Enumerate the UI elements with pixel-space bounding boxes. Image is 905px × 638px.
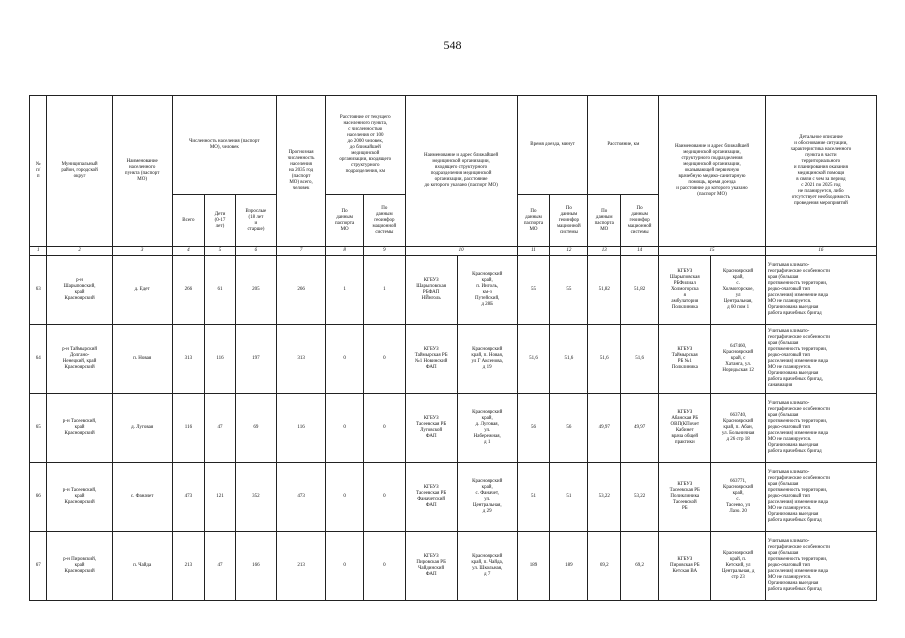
mo-name-cell: КГБУЗ Тасеевская РБ Фаначетский ФАП (405, 463, 457, 532)
description-cell: Учитывая климато- географические особенности края (большая протяженность территории, редко-очаговый тип расселения) изменение вида МО не планируется. Организована выездная работа врачебных бригад, санавиация (765, 325, 876, 394)
distance-passport-cell: 0 (326, 325, 364, 394)
header-km-group: Расстояние, км (588, 96, 659, 195)
distance-passport-cell: 0 (326, 532, 364, 601)
mo-address-cell: Красноярский край, п. Инголь, км-з Путейский, д 28Б (457, 256, 517, 325)
primary-mo-address-cell: 663771, Красноярский край, с. Тасеево, ул Лазо. 20 (711, 463, 765, 532)
header-forecast: Прогнозная численность населения на 2035 год (паспорт МО) всего, человек (277, 96, 326, 247)
district-cell: р-н Шарыповский, край Красноярский (47, 256, 112, 325)
district-cell: р-н Пировский, край Красноярский (47, 532, 112, 601)
distance-passport-cell: 1 (326, 256, 364, 325)
row-number: 67 (30, 532, 47, 601)
description-cell: Учитывая климато- географические особенности края (большая протяженность территории, редко-очаговый тип расселения) изменение вида МО не планируется. Организована выездная работа врачебных бригад (765, 394, 876, 463)
header-mo: Наименование и адрес ближайшей медицинской организации, входящего структурного подразделения медицинской организации, расстояние до которого указано (паспорт МО) (405, 96, 517, 247)
distance-gis-cell: 0 (364, 532, 405, 601)
row-number: 66 (30, 463, 47, 532)
column-number: 9 (364, 247, 405, 256)
settlement-cell: п. Чайда (112, 532, 172, 601)
column-number: 13 (588, 247, 621, 256)
page-number: 548 (443, 38, 462, 52)
km-gis-cell: 53,22 (621, 463, 659, 532)
column-number: 7 (277, 247, 326, 256)
mo-name-cell: КГБУЗ Таймырская РБ №1 Новинский ФАП (405, 325, 457, 394)
population-total-cell: 473 (172, 463, 205, 532)
time-gis-cell: 56 (550, 394, 588, 463)
population-adults-cell: 197 (235, 325, 276, 394)
distance-passport-cell: 0 (326, 394, 364, 463)
header-description: Детальное описание и обоснование ситуации, характеристика населенного пункта в части территориального и планирования оказания медицинской помощи в связи с чем за период с 2021 по 2025 год не планируется, либо отсутствует необходимость проведения мероприятий (765, 96, 876, 247)
primary-mo-address-cell: 663740, Красноярский край, п. Абан, ул. Больничная д 26 стр 18 (711, 394, 765, 463)
mo-address-cell: Красноярский край, с. Фаначет, ул. Центральная, д 29 (457, 463, 517, 532)
header-district: Муниципальный район, городской округ (47, 96, 112, 247)
header-km-gis: По данным геоинфор мационной системы (621, 195, 659, 247)
population-children-cell: 47 (205, 532, 235, 601)
table-row (30, 325, 877, 394)
description-cell: Учитывая климато- географические особенности края (большая протяженность территории, редко-очаговый тип расселения) изменение вида МО не планируется. Организована выездная работа врачебных бригад (765, 256, 876, 325)
column-number: 10 (405, 247, 517, 256)
km-passport-cell: 51,82 (588, 256, 621, 325)
header-children: Дети (0-17 лет) (205, 195, 235, 247)
table-row (30, 256, 877, 325)
header-settlement: Наименование населенного пункта (паспорт МО) (112, 96, 172, 247)
time-gis-cell: 51,6 (550, 325, 588, 394)
time-passport-cell: 56 (517, 394, 550, 463)
population-children-cell: 116 (205, 325, 235, 394)
population-total-cell: 213 (172, 532, 205, 601)
header-dist-passport: По данным паспорта МО (326, 195, 364, 247)
header-time-gis: По данным геоинфор мационной системы (550, 195, 588, 247)
forecast-cell: 213 (277, 532, 326, 601)
primary-mo-name-cell: КГБУЗ Тасеевская РБ Поликлиника Тасеевской РБ (659, 463, 711, 532)
district-cell: р-н Таймырский Долгано- Ненецкий, край Красноярский (47, 325, 112, 394)
population-children-cell: 121 (205, 463, 235, 532)
km-passport-cell: 53,22 (588, 463, 621, 532)
row-number: 63 (30, 256, 47, 325)
table-row (30, 532, 877, 601)
column-number: 8 (326, 247, 364, 256)
column-number: 5 (205, 247, 235, 256)
header-time-group: Время доезда, минут (517, 96, 588, 195)
distance-gis-cell: 0 (364, 325, 405, 394)
header-distance-group: Расстояние от текущего населенного пункта, с численностью населения от 100 до 2000 человек, до ближайшей медицинской организации, входящего структурного подразделения, км (326, 96, 405, 195)
mo-address-cell: Красноярский край, п. Чайда, ул. Школьная, д 7 (457, 532, 517, 601)
population-total-cell: 116 (172, 394, 205, 463)
description-cell: Учитывая климато- географические особенности края (большая протяженность территории, редко-очаговый тип расселения) изменение вида МО не планируется. Организована выездная работа врачебных бригад (765, 463, 876, 532)
distance-passport-cell: 0 (326, 463, 364, 532)
km-passport-cell: 49,97 (588, 394, 621, 463)
settlement-cell: с. Фаначет (112, 463, 172, 532)
population-adults-cell: 69 (235, 394, 276, 463)
km-gis-cell: 69,2 (621, 532, 659, 601)
row-number: 65 (30, 394, 47, 463)
population-adults-cell: 205 (235, 256, 276, 325)
header-adults: Взрослые (18 лет и старше) (235, 195, 276, 247)
forecast-cell: 266 (277, 256, 326, 325)
population-children-cell: 47 (205, 394, 235, 463)
km-gis-cell: 49,97 (621, 394, 659, 463)
table-row (30, 463, 877, 532)
settlement-cell: д. Едет (112, 256, 172, 325)
header-population-group: Численность населения (паспорт МО), человек (172, 96, 276, 195)
time-passport-cell: 51 (517, 463, 550, 532)
settlement-cell: д. Луговая (112, 394, 172, 463)
distance-gis-cell: 1 (364, 256, 405, 325)
header-total: Всего (172, 195, 205, 247)
column-number: 2 (47, 247, 112, 256)
primary-mo-name-cell: КГБУЗ Таймырская РБ №1 Полклиника (659, 325, 711, 394)
forecast-cell: 313 (277, 325, 326, 394)
column-number: 1 (30, 247, 47, 256)
km-passport-cell: 69,2 (588, 532, 621, 601)
header-primary-mo: Наименование и адрес ближайшей медицинской организации, структурного подразделения медицинской организации, оказывающей первичную врачебную медико-санитарную помощь, время доезда и расстояние до которого указано (паспорт МО) (659, 96, 766, 247)
column-number: 15 (659, 247, 766, 256)
primary-mo-name-cell: КГБУЗ Пировская РБ Кетская ВА (659, 532, 711, 601)
population-total-cell: 266 (172, 256, 205, 325)
time-passport-cell: 189 (517, 532, 550, 601)
primary-mo-name-cell: КГБУЗ Шарыповская РБФилиал Холмогорска я амбулатория Полклиника (659, 256, 711, 325)
distance-gis-cell: 0 (364, 463, 405, 532)
settlement-cell: п. Новая (112, 325, 172, 394)
mo-name-cell: КГБУЗ Тасеевская РБ Луговской ФАП (405, 394, 457, 463)
settlements-table (29, 95, 877, 601)
row-number: 64 (30, 325, 47, 394)
district-cell: р-н Тасеевский, край Красноярский (47, 394, 112, 463)
column-number: 12 (550, 247, 588, 256)
forecast-cell: 116 (277, 394, 326, 463)
header-km-passport: По данным паспорта МО (588, 195, 621, 247)
mo-address-cell: Красноярский край, п. Новая, ул Г Аксенова, д 19 (457, 325, 517, 394)
primary-mo-address-cell: Красноярский край, с. Холмогорское, ул Центральная, д 60 пом 1 (711, 256, 765, 325)
mo-address-cell: Красноярский край, д. Луговая, ул. Набережная, д 1 (457, 394, 517, 463)
primary-mo-address-cell: Красноярский край, п. Кетский, ул Центральная, д стр 23 (711, 532, 765, 601)
km-passport-cell: 51,6 (588, 325, 621, 394)
forecast-cell: 473 (277, 463, 326, 532)
time-passport-cell: 51,6 (517, 325, 550, 394)
km-gis-cell: 51,82 (621, 256, 659, 325)
primary-mo-name-cell: КГБУЗ Абанская РБ ОВП(КПочет Кабинет врача общей практики (659, 394, 711, 463)
primary-mo-address-cell: 647460, Красноярский край, с Хатанга, ул. Норидьская 12 (711, 325, 765, 394)
distance-gis-cell: 0 (364, 394, 405, 463)
table-row (30, 394, 877, 463)
time-gis-cell: 55 (550, 256, 588, 325)
district-cell: р-н Тасеевский, край Красноярский (47, 463, 112, 532)
column-number: 4 (172, 247, 205, 256)
column-number: 14 (621, 247, 659, 256)
column-number: 11 (517, 247, 550, 256)
population-adults-cell: 166 (235, 532, 276, 601)
population-total-cell: 313 (172, 325, 205, 394)
header-time-passport: По данным паспорта МО (517, 195, 550, 247)
time-passport-cell: 55 (517, 256, 550, 325)
time-gis-cell: 189 (550, 532, 588, 601)
population-adults-cell: 352 (235, 463, 276, 532)
time-gis-cell: 51 (550, 463, 588, 532)
description-cell: Учитывая климато- географические особенности края (большая протяженность территории, редко-очаговый тип расселения) изменение вида МО не планируется. Организована выездная работа врачебных бригад (765, 532, 876, 601)
header-dist-gis: По данным геоинфор мационной системы (364, 195, 405, 247)
km-gis-cell: 51,6 (621, 325, 659, 394)
mo-name-cell: КГБУЗ Шарыповская РБФАП НЙнголь (405, 256, 457, 325)
population-children-cell: 61 (205, 256, 235, 325)
column-number: 16 (765, 247, 876, 256)
column-number: 6 (235, 247, 276, 256)
header-num: № п/ п (30, 96, 47, 247)
column-number: 3 (112, 247, 172, 256)
mo-name-cell: КГБУЗ Пировская РБ Чайдинский ФАП (405, 532, 457, 601)
